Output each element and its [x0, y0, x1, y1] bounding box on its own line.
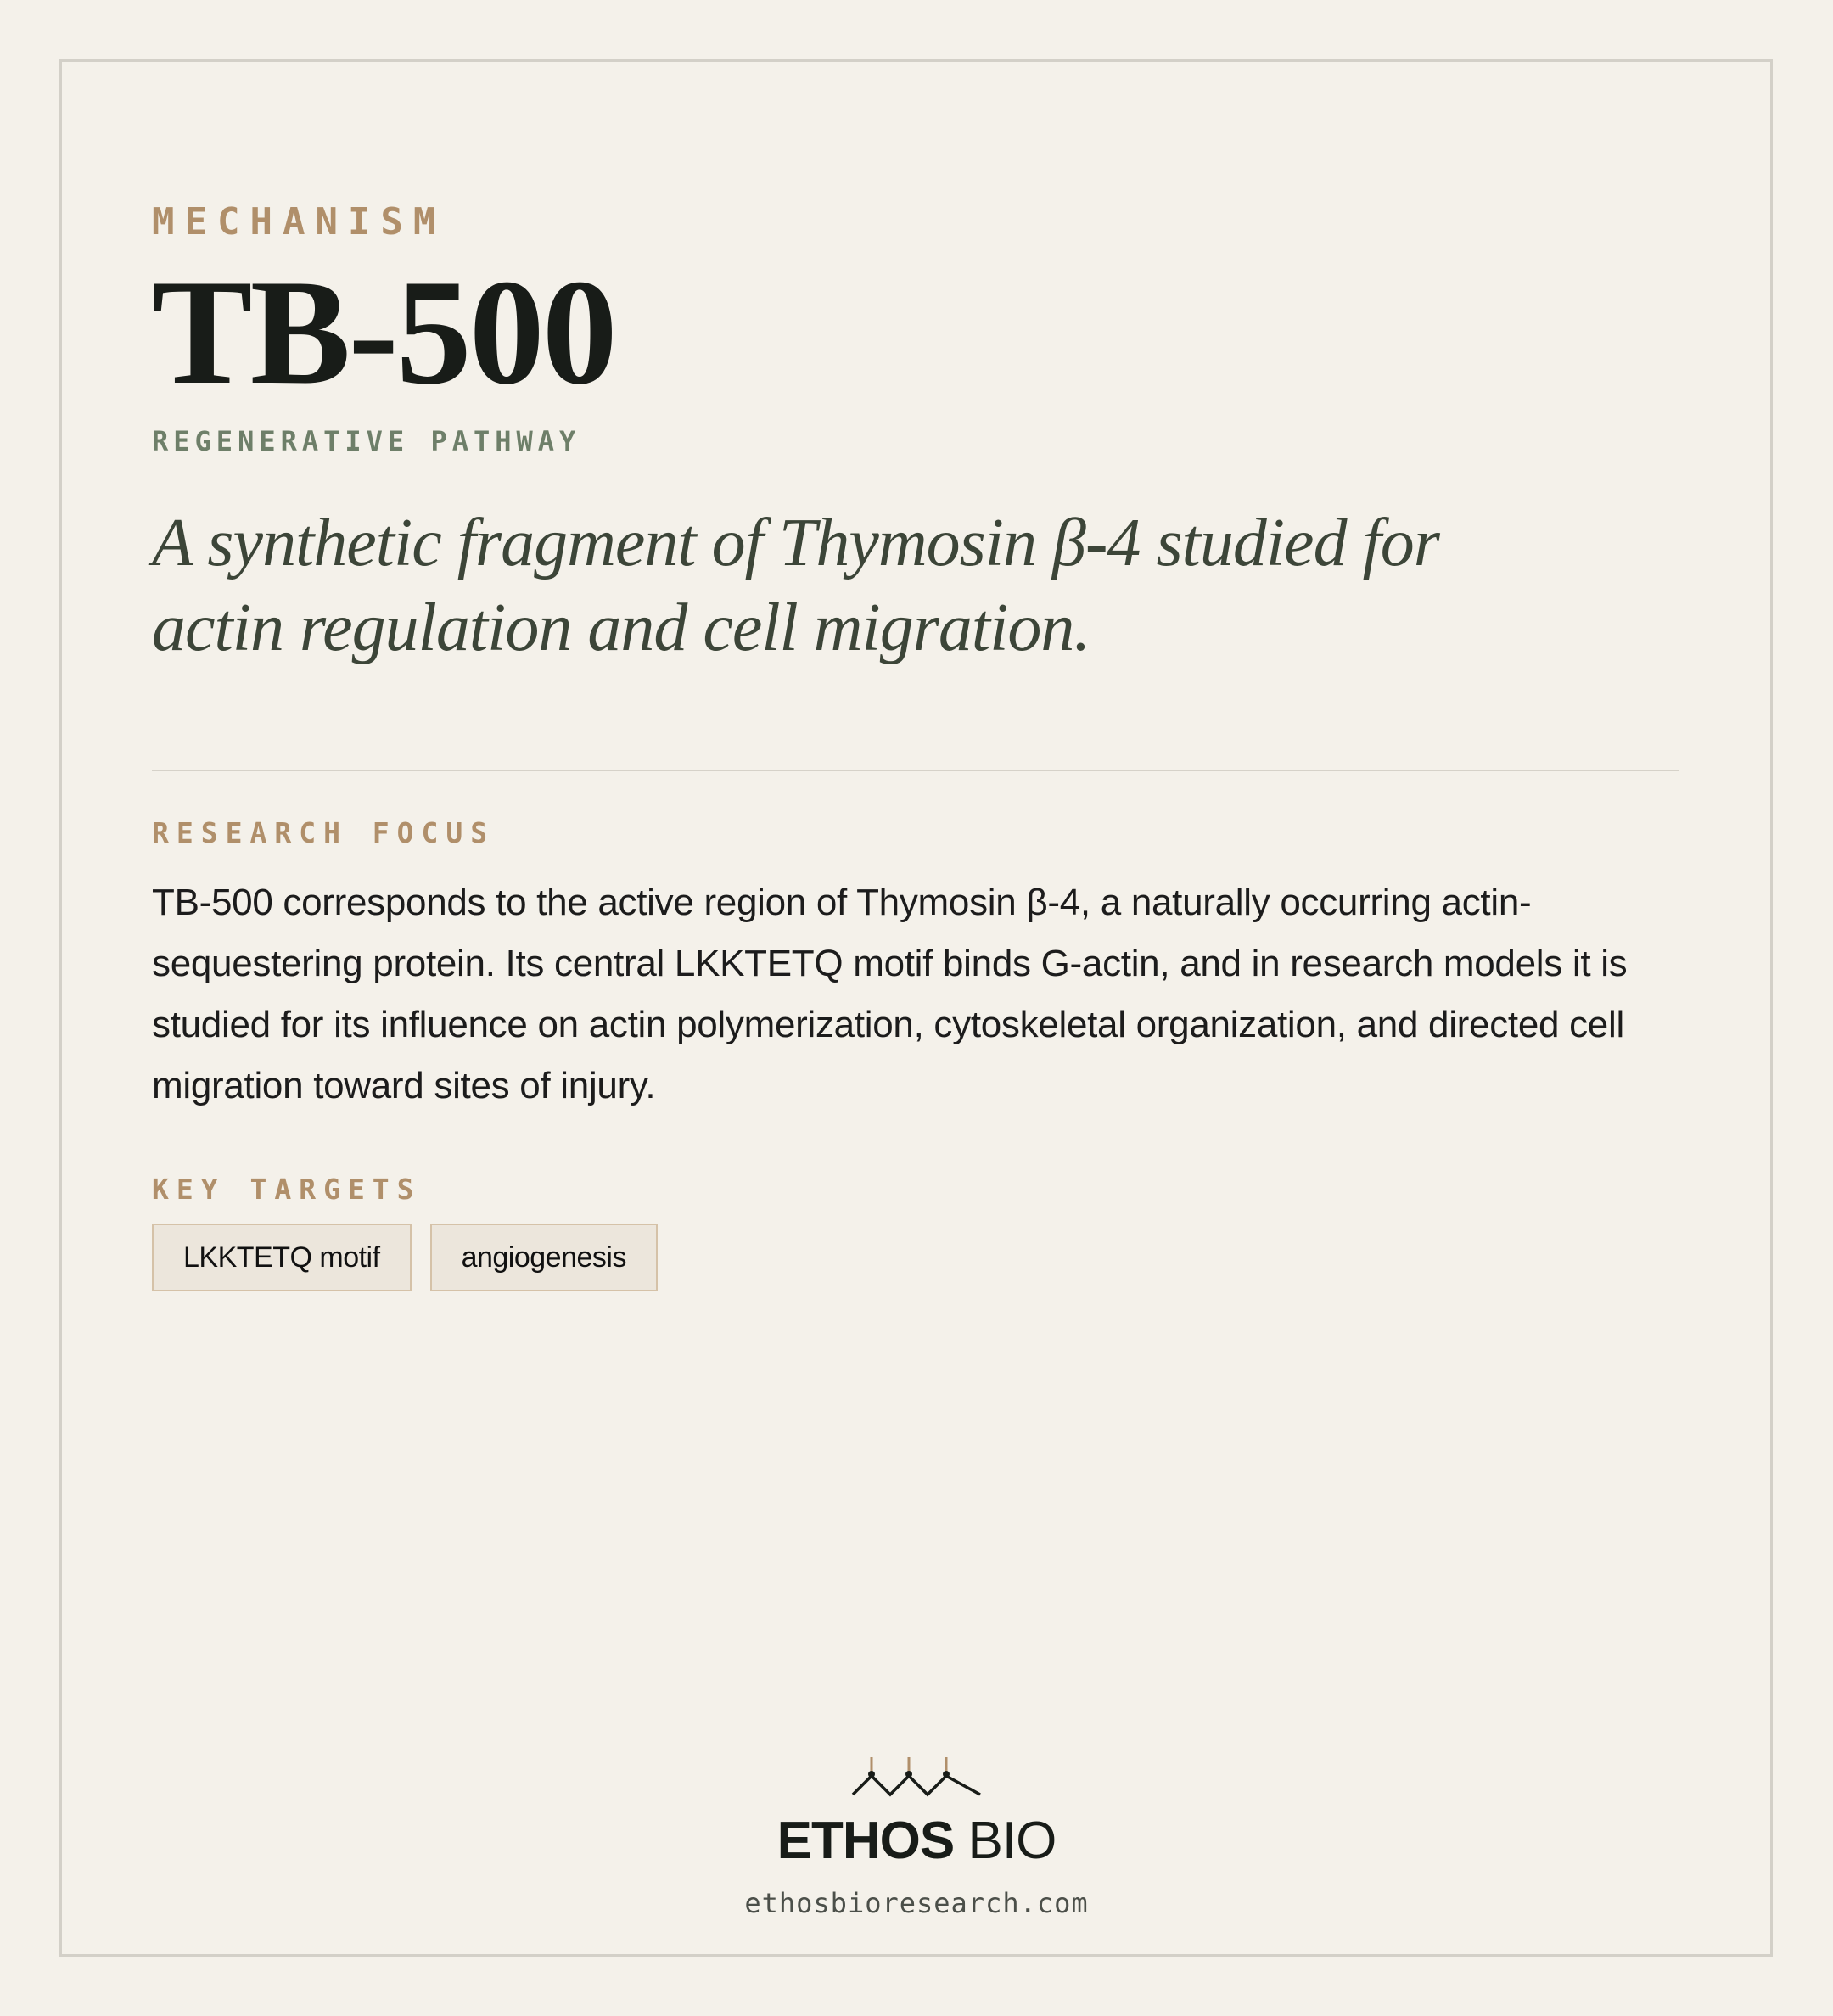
- website-url[interactable]: ethosbioresearch.com: [744, 1887, 1089, 1919]
- divider: [152, 770, 1679, 771]
- section-eyebrow: MECHANISM: [152, 200, 446, 244]
- brand-name-light: BIO: [967, 1812, 1057, 1870]
- key-targets-label: KEY TARGETS: [152, 1173, 422, 1206]
- target-tag: LKKTETQ motif: [152, 1224, 412, 1291]
- page-subtitle: REGENERATIVE PATHWAY: [152, 425, 581, 457]
- mountain-peaks-logo-icon: [849, 1757, 984, 1798]
- key-targets-tags: [152, 1224, 658, 1291]
- brand-name-bold: ETHOS: [776, 1812, 955, 1870]
- research-focus-label: RESEARCH FOCUS: [152, 816, 496, 849]
- target-tag: angiogenesis: [430, 1224, 658, 1291]
- research-focus-text: TB-500 corresponds to the active region of Thymosin β-4, a naturally occurring actin-sequestering protein. Its central LKKTETQ motif binds G-actin, and in research models it is studied for its influence on actin polymerization, cytoskeletal organization, and directed cell migration toward sites of injury.: [152, 882, 1628, 1106]
- page-title: TB-500: [152, 248, 615, 416]
- lede-text: A synthetic fragment of Thymosin β-4 studied for actin regulation and cell migration.: [152, 506, 1439, 665]
- brand-wordmark: [0, 1811, 1833, 1872]
